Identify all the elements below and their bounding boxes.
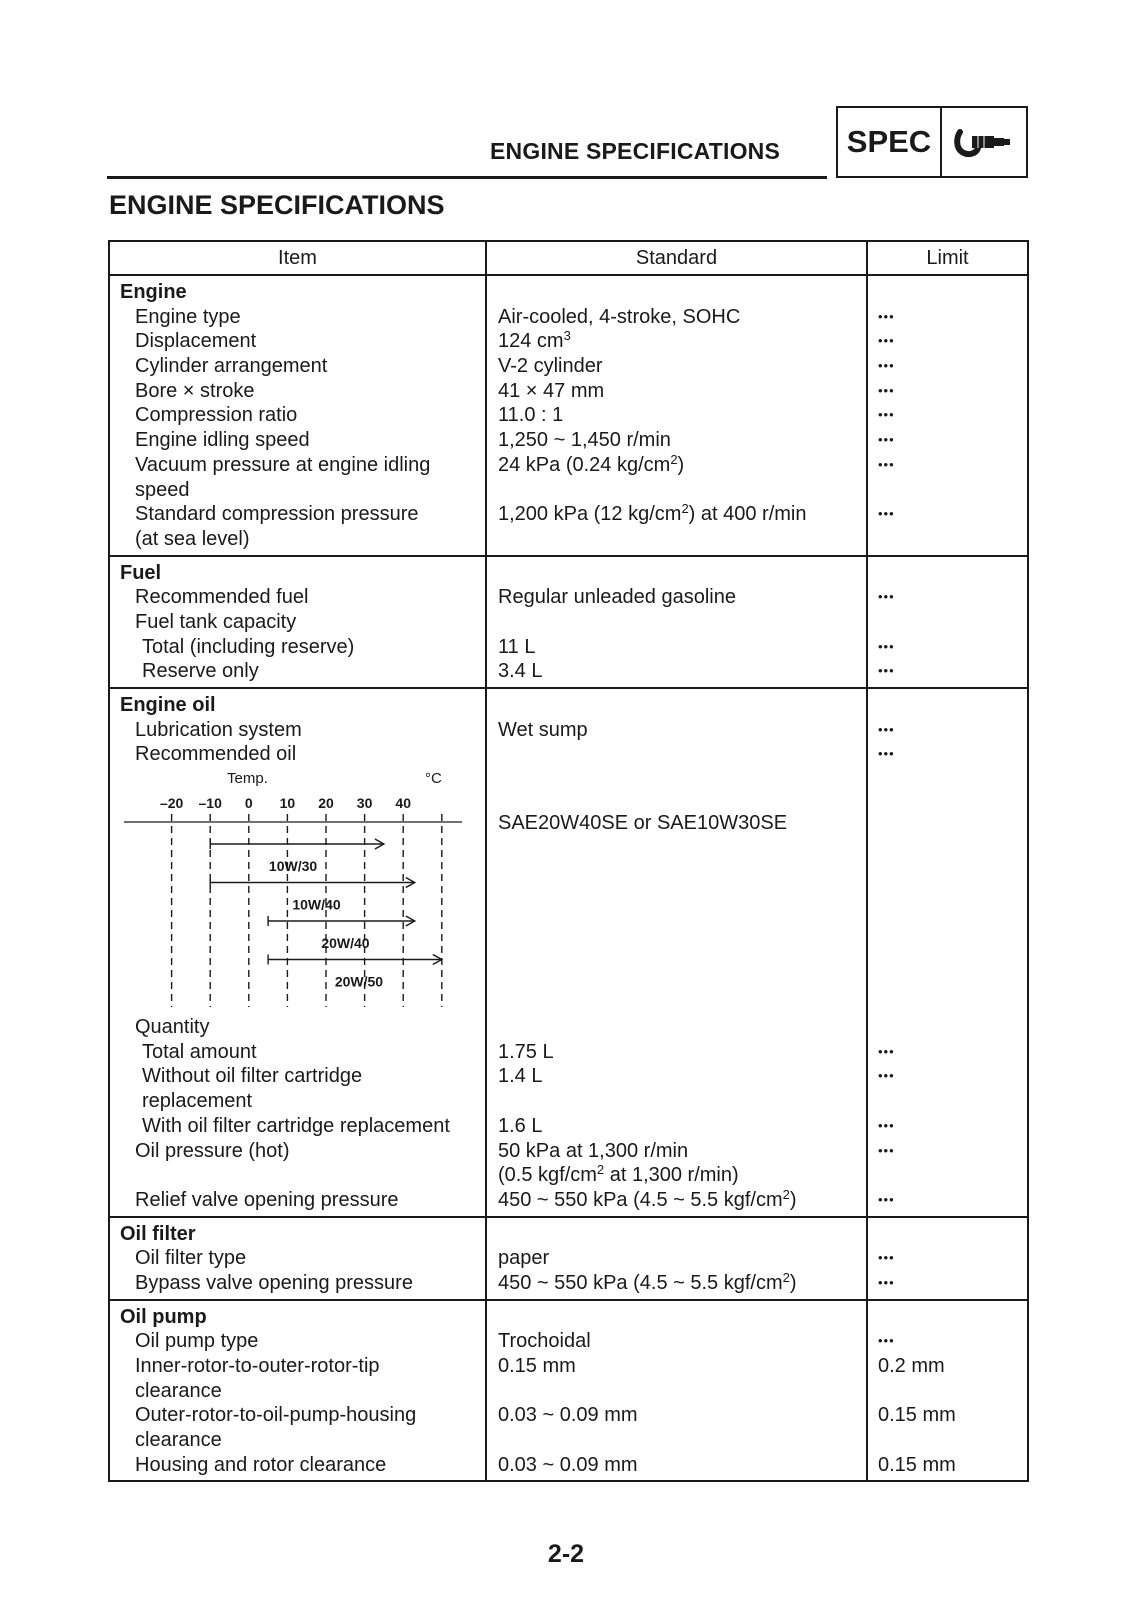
item-label: Inner-rotor-to-outer-rotor-tip bbox=[135, 1355, 380, 1377]
item-label: Relief valve opening pressure bbox=[135, 1188, 399, 1211]
limit-marker: ••• bbox=[878, 638, 895, 654]
limit-marker: ••• bbox=[878, 589, 895, 605]
section-oil-pump bbox=[110, 1301, 1027, 1481]
standard-value: 1,200 kPa (12 $kg/cm^2$) at 400 r/min bbox=[498, 501, 807, 526]
section-engine-oil bbox=[110, 689, 1027, 1218]
limit-marker: ••• bbox=[878, 1250, 895, 1266]
standard-value: 11 L bbox=[498, 635, 536, 658]
standard-value: 24 kPa (0.24 $kg/cm^2$) bbox=[498, 451, 685, 476]
item-label: Recommended oil bbox=[135, 743, 297, 766]
standard-value: V-2 cylinder bbox=[498, 355, 603, 378]
item-label: Engine type bbox=[135, 305, 241, 328]
item-label: Vacuum pressure at engine idling bbox=[135, 453, 431, 476]
item-label: Recommended fuel bbox=[135, 586, 309, 609]
col-header-limit: Limit bbox=[926, 246, 969, 269]
standard-value: 124 $cm^3$ bbox=[498, 328, 571, 353]
chart-tick-label: 20 bbox=[318, 795, 334, 812]
standard-value: Wet sump bbox=[498, 718, 588, 741]
standard-value: 0.03 ~ 0.09 mm bbox=[498, 1453, 638, 1476]
item-label: Bypass valve opening pressure bbox=[135, 1271, 413, 1294]
standard-value: 1.75 L bbox=[498, 1040, 554, 1063]
item-label: Reserve only bbox=[142, 660, 259, 683]
item-label: Oil pump type bbox=[135, 1330, 259, 1353]
item-label: Engine idling speed bbox=[135, 429, 310, 452]
item-label: Outer-rotor-to-oil-pump-housing bbox=[135, 1404, 417, 1427]
header-rule bbox=[107, 176, 827, 179]
page-number: 2-2 bbox=[547, 1540, 585, 1568]
item-label: Bore × stroke bbox=[135, 379, 255, 402]
spec-badge bbox=[836, 106, 1028, 178]
standard-value: (0.5 kgf/$cm^2$ at 1,300 r/min) bbox=[498, 1162, 739, 1187]
limit-marker: ••• bbox=[878, 432, 895, 448]
item-label: Oil filter type bbox=[135, 1247, 247, 1270]
standard-value: 1.4 L bbox=[498, 1065, 543, 1088]
section-heading: Oil pump bbox=[120, 1305, 207, 1328]
chart-series-label: 10W/30 bbox=[268, 858, 318, 875]
standard-value: 450 ~ 550 kPa (4.5 ~ 5.5 kgf/$cm^2$) bbox=[498, 1269, 797, 1294]
chart-tick-label: 10 bbox=[279, 795, 296, 812]
limit-marker: ••• bbox=[878, 308, 895, 324]
recommended-oil-value: SAE20W40SE or SAE10W30SE bbox=[498, 812, 788, 835]
limit-marker: ••• bbox=[878, 407, 895, 423]
micrometer-icon bbox=[942, 108, 1026, 176]
standard-value: 0.15 mm bbox=[498, 1355, 576, 1377]
limit-marker: ••• bbox=[878, 746, 895, 762]
spec-badge-label: SPEC bbox=[838, 108, 942, 176]
section-heading: Oil filter bbox=[120, 1222, 196, 1245]
limit-marker: ••• bbox=[878, 358, 895, 374]
item-label: Total amount bbox=[142, 1040, 257, 1063]
section-heading: Fuel bbox=[120, 561, 162, 584]
standard-value: 0.03 ~ 0.09 mm bbox=[498, 1404, 638, 1427]
item-label: Lubrication system bbox=[135, 718, 302, 741]
item-label: Housing and rotor clearance bbox=[135, 1453, 387, 1476]
col-header-item: Item bbox=[110, 242, 487, 274]
chart-tick-label: 40 bbox=[395, 795, 411, 812]
item-label: Oil pressure (hot) bbox=[135, 1139, 290, 1162]
limit-marker: ••• bbox=[878, 663, 895, 679]
limit-marker: ••• bbox=[878, 333, 895, 349]
item-label: clearance bbox=[135, 1379, 222, 1402]
limit-marker: ••• bbox=[878, 1191, 895, 1207]
section-fuel bbox=[110, 557, 1027, 689]
col-header-standard: Standard bbox=[487, 242, 868, 274]
table-header bbox=[110, 242, 1027, 276]
chart-tick-label: –10 bbox=[198, 795, 222, 812]
standard-value: 1.6 L bbox=[498, 1114, 543, 1137]
chart-series-label: 10W/40 bbox=[292, 896, 341, 913]
limit-marker: ••• bbox=[878, 1117, 895, 1133]
standard-value: 450 ~ 550 kPa (4.5 ~ 5.5 kgf/$cm^2$) bbox=[498, 1186, 797, 1211]
limit-marker: ••• bbox=[878, 1333, 895, 1349]
chart-series-label: 20W/50 bbox=[334, 973, 384, 990]
limit-value: 0.15 mm bbox=[878, 1404, 956, 1427]
section-engine bbox=[110, 276, 1027, 557]
standard-value: Regular unleaded gasoline bbox=[498, 586, 736, 609]
limit-marker: ••• bbox=[878, 456, 895, 472]
standard-value: Air-cooled, 4-stroke, SOHC bbox=[498, 305, 741, 328]
limit-marker: ••• bbox=[878, 1068, 895, 1084]
page-title: ENGINE SPECIFICATIONS bbox=[109, 190, 445, 220]
limit-marker: ••• bbox=[878, 1043, 895, 1059]
header-title: ENGINE SPECIFICATIONS bbox=[490, 138, 781, 164]
limit-marker: ••• bbox=[878, 506, 895, 522]
chart-tick-label: 0 bbox=[244, 795, 253, 812]
limit-value: 0.15 mm bbox=[878, 1453, 956, 1476]
limit-value: 0.2 mm bbox=[878, 1355, 945, 1377]
chart-xlabel: Temp. bbox=[227, 770, 268, 788]
limit-marker: ••• bbox=[878, 1274, 895, 1290]
standard-value: 41 × 47 mm bbox=[498, 379, 605, 402]
item-label: replacement bbox=[142, 1090, 253, 1113]
chart-series-label: 20W/40 bbox=[321, 935, 370, 952]
item-label: Total (including reserve) bbox=[142, 635, 355, 658]
chart-tick-label: 30 bbox=[356, 795, 373, 812]
standard-value: 1,250 ~ 1,450 r/min bbox=[498, 429, 671, 452]
item-label: Cylinder arrangement bbox=[135, 355, 328, 378]
standard-value: 50 kPa at 1,300 r/min bbox=[498, 1139, 689, 1162]
spec-table bbox=[108, 240, 1029, 1482]
item-label: Fuel tank capacity bbox=[135, 610, 297, 633]
limit-marker: ••• bbox=[878, 1142, 895, 1158]
section-oil-filter bbox=[110, 1218, 1027, 1301]
item-label: Displacement bbox=[135, 330, 257, 353]
oil-temperature-chart bbox=[120, 767, 485, 1015]
item-label: speed bbox=[135, 478, 190, 501]
standard-value: 3.4 L bbox=[498, 660, 543, 683]
item-label: Standard compression pressure bbox=[135, 503, 419, 526]
standard-value: Trochoidal bbox=[498, 1330, 591, 1353]
item-label: clearance bbox=[135, 1429, 222, 1452]
chart-unit: °C bbox=[425, 770, 442, 788]
section-heading: Engine oil bbox=[120, 694, 216, 716]
item-label: (at sea level) bbox=[135, 527, 250, 550]
item-label: Compression ratio bbox=[135, 404, 298, 427]
section-heading: Engine bbox=[120, 281, 187, 303]
standard-value: 11.0 : 1 bbox=[498, 404, 564, 427]
limit-marker: ••• bbox=[878, 382, 895, 398]
item-label: With oil filter cartridge replacement bbox=[142, 1114, 450, 1137]
standard-value: paper bbox=[498, 1247, 550, 1270]
item-label: Quantity bbox=[135, 1016, 210, 1039]
item-label: Without oil filter cartridge bbox=[142, 1065, 363, 1088]
limit-marker: ••• bbox=[878, 721, 895, 737]
chart-tick-label: –20 bbox=[159, 795, 184, 812]
